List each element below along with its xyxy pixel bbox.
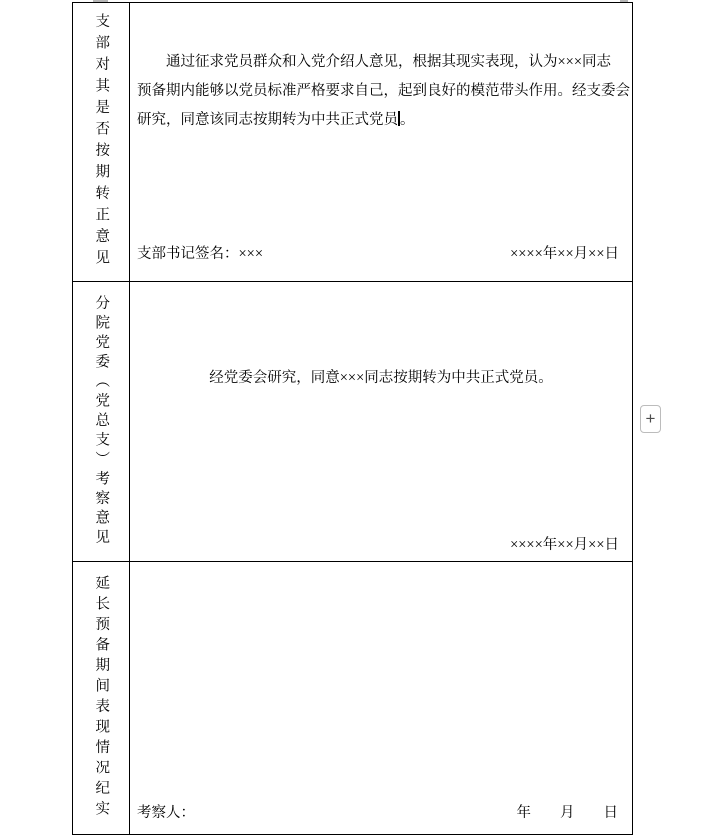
examiner-label: 考察人： (137, 805, 195, 821)
committee-opinion-cell[interactable] (130, 282, 632, 562)
row2-date: ××××年××月××日 (510, 537, 619, 553)
row3-header-label: 延长预备期间表现情况纪实 (93, 575, 110, 821)
paragraph-line-3-text: 研究，同意该同志按期转为中共正式党员 (137, 112, 398, 128)
row1-date: ××××年××月××日 (510, 246, 619, 262)
paragraph-line-1: 通过征求党员群众和入党介绍人意见，根据其现实表现，认为×××同志 (166, 54, 612, 70)
branch-opinion-paragraph (130, 3, 632, 135)
examiner-line (130, 804, 632, 834)
extension-record-cell[interactable] (130, 562, 632, 834)
committee-opinion-text: 经党委会研究，同意×××同志按期转为中共正式党员。 (209, 370, 553, 386)
row2-header-label: 分院党委（党总支）考察意见 (93, 294, 110, 549)
branch-secretary-signature: 支部书记签名：××× (137, 246, 264, 262)
row1-header-label: 支部对其是否按期转正意见 (93, 13, 110, 271)
signature-line (130, 245, 632, 281)
branch-opinion-cell[interactable] (130, 3, 632, 282)
paragraph-line-2: 预备期内能够以党员标准严格要求自己，起到良好的模范带头作用。经支委会 (137, 83, 630, 99)
paragraph-line-3 (137, 106, 628, 135)
paragraph-line-3-period: 。 (400, 112, 415, 128)
insert-plus-button[interactable]: + (640, 405, 661, 433)
membership-form-table (72, 2, 633, 835)
row2-header-cell[interactable] (73, 282, 130, 562)
row1-header-cell[interactable] (73, 3, 130, 282)
row3-header-cell[interactable] (73, 562, 130, 834)
row3-date: 年 月 日 (516, 805, 618, 821)
